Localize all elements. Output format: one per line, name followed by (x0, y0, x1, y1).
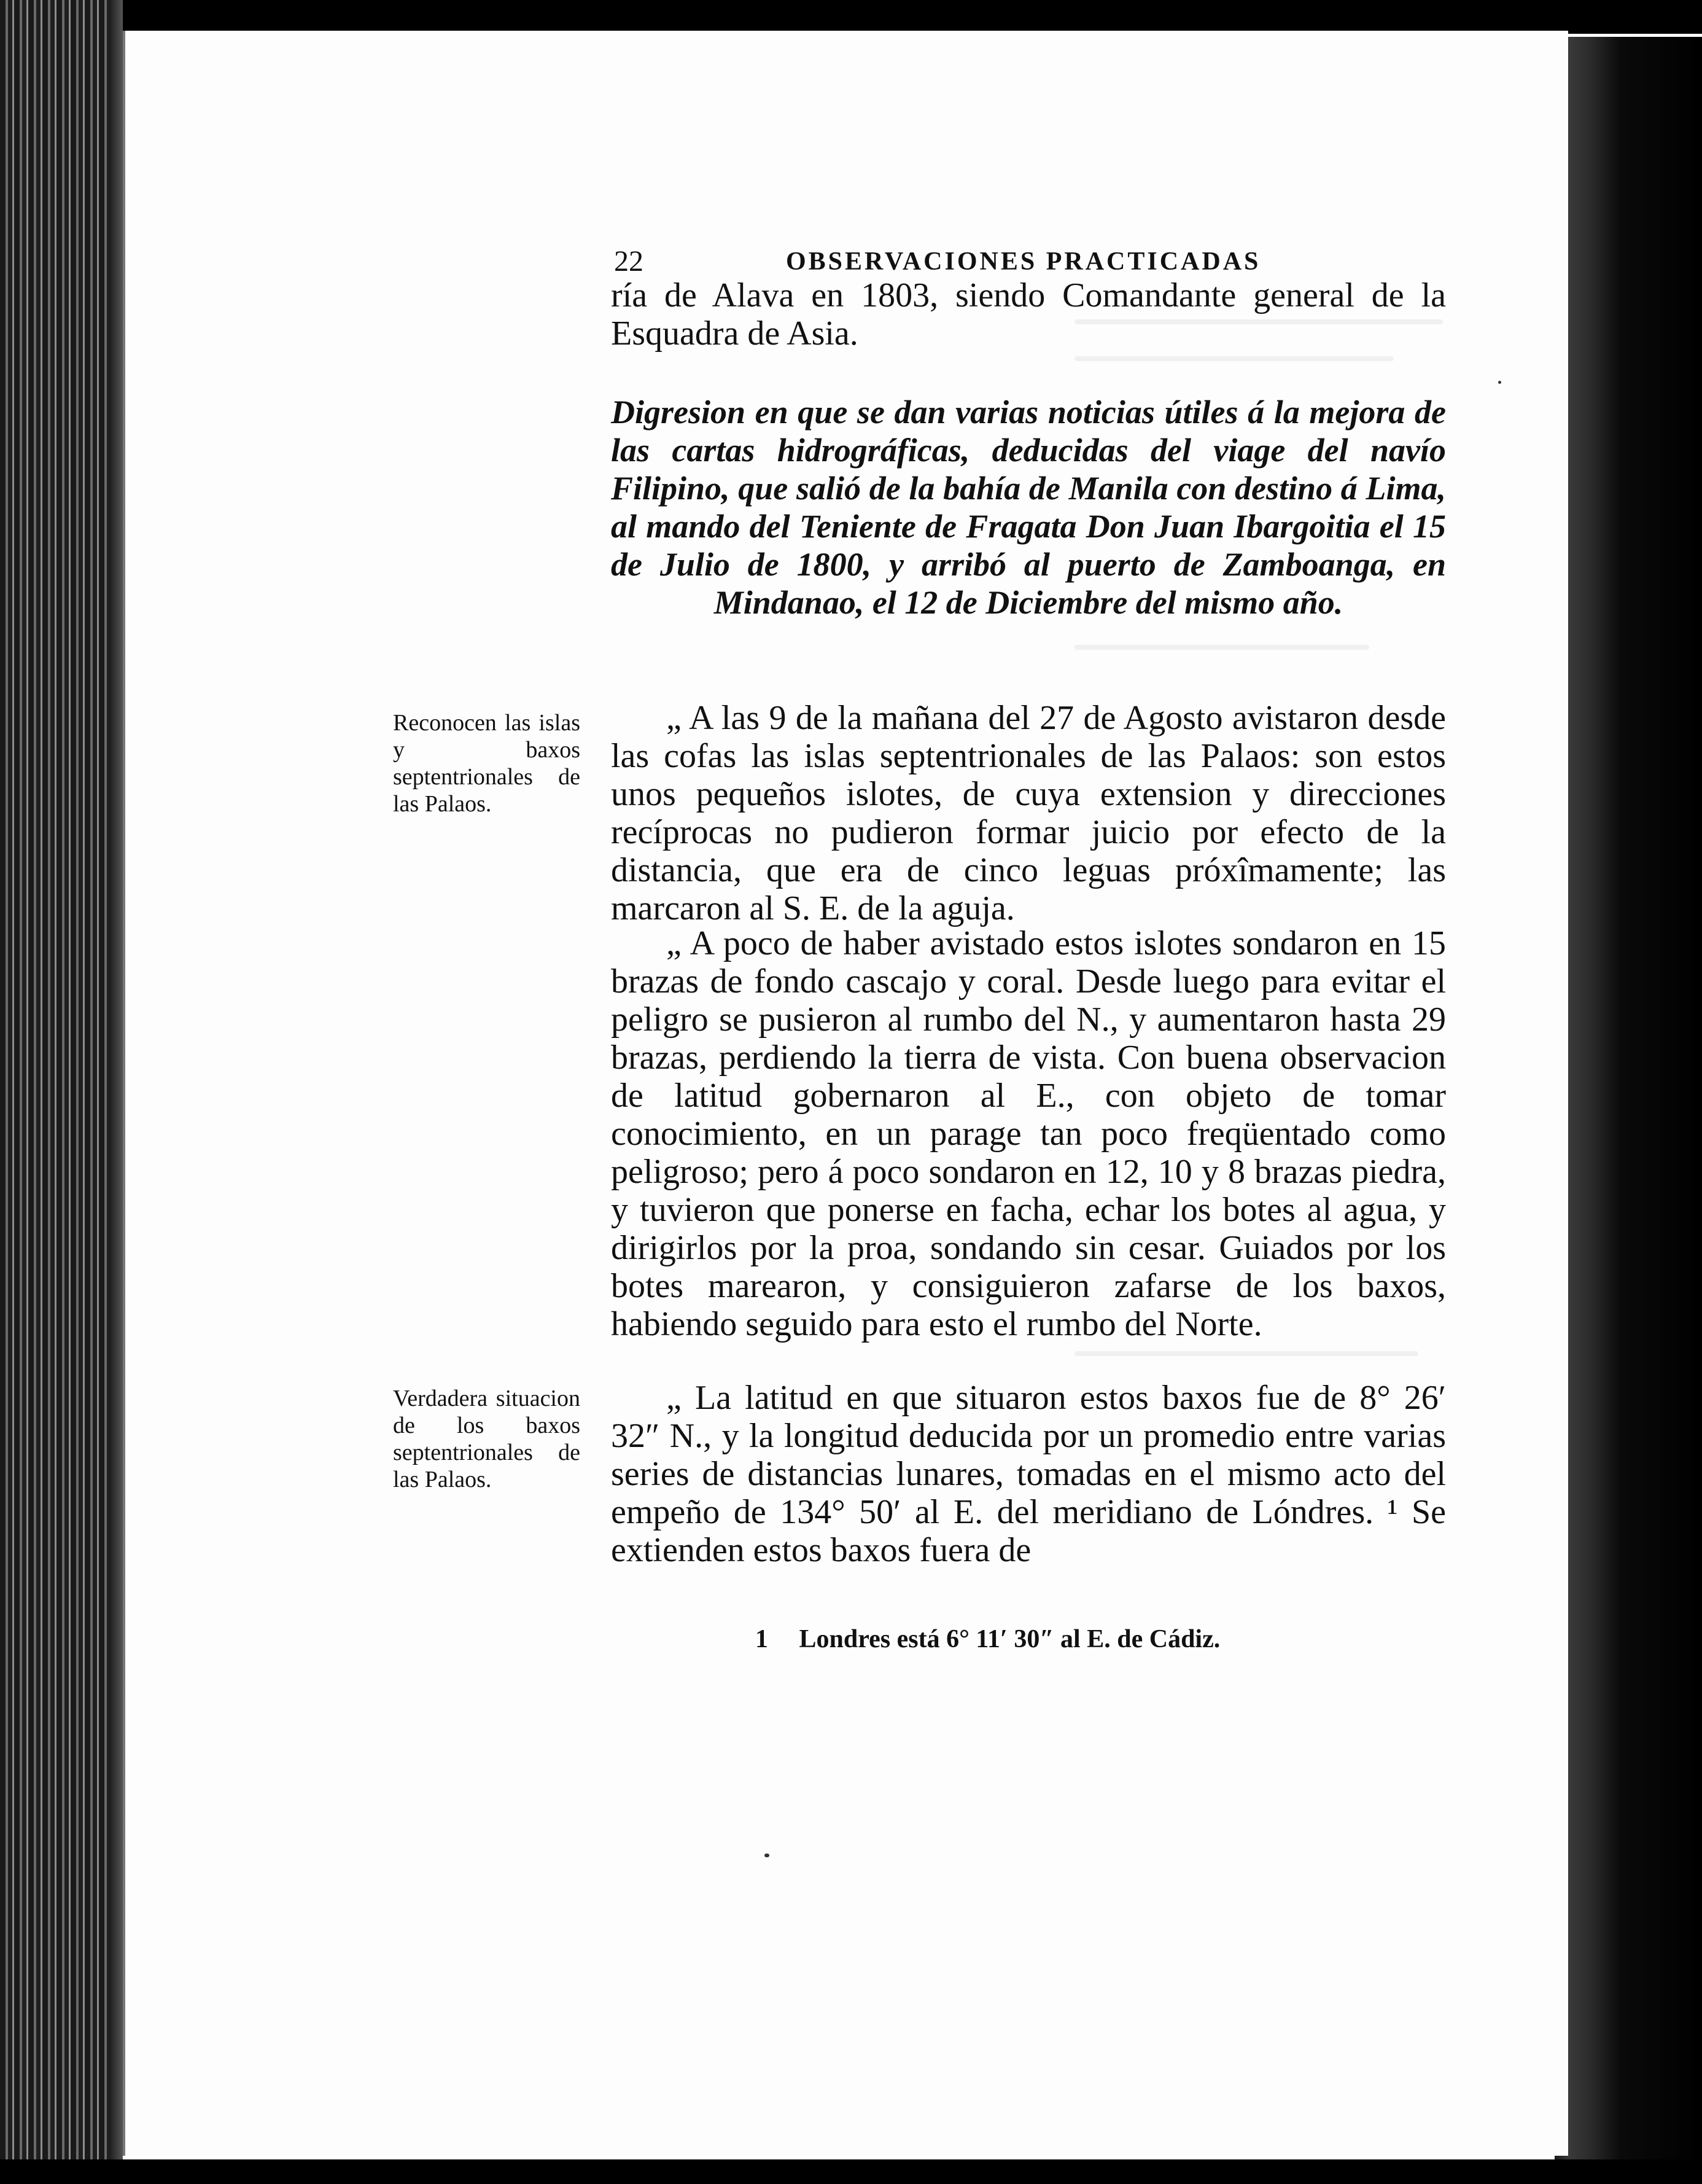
bleed-through-mark (1074, 356, 1394, 361)
bleed-through-mark (1074, 645, 1369, 650)
book-spine-edge (0, 0, 123, 2184)
digression-heading: Digresion en que se dan varias noticias útiles á la mejora de las cartas hidrográficas, deducidas del viage del navío Filipino, que salió de la bahía de Manila con destino á Lima, al mando del Teniente de Fragata Don Juan Ibargoitia el 15 de Julio de 1800, y arribó al puerto de Zamboanga, en Mindanao, el 12 de Diciembre del mismo año. (611, 394, 1446, 621)
footnote-text: Londres está 6° 11′ 30″ al E. de Cádiz. (799, 1625, 1221, 1653)
scan-border-bottom (0, 2159, 1702, 2184)
bleed-through-mark (1074, 1351, 1418, 1356)
footnote-number: 1 (755, 1625, 768, 1653)
ink-speck (1498, 381, 1501, 384)
ink-speck (764, 1854, 769, 1857)
scan-border-top (0, 0, 1702, 34)
margin-note: Reconocen las islas y baxos septentrionales de las Palaos. (393, 710, 580, 817)
body-paragraph: „ A las 9 de la mañana del 27 de Agosto avistaron desde las cofas las islas septentrionales de las Palaos: son estos unos pequeños islotes, de cuya extension y direcciones recíprocas no pudieron formar juicio por efecto de la distancia, que era de cinco leguas próxîmamente; las marcaron al S. E. de la aguja. (611, 699, 1446, 927)
page-shadow-right (1555, 37, 1702, 2184)
footnote (755, 1624, 1431, 1654)
running-title: OBSERVACIONES PRACTICADAS (786, 248, 1261, 276)
body-paragraph: „ A poco de haber avistado estos islotes sondaron en 15 brazas de fondo cascajo y coral. Desde luego para evitar el peligro se pusieron al rumbo del N., y aumentaron hasta 29 brazas, perdiendo la tierra de vista. Con buena observacion de latitud gobernaron al E., con objeto de tomar conocimiento, en un parage tan poco freqüentado como peligroso; pero á poco sondaron en 12, 10 y 8 brazas piedra, y tuvieron que ponerse en facha, echar los botes al agua, y dirigirlos por la proa, sondando sin cesar. Guiados por los botes marearon, y consiguieron zafarse de los baxos, habiendo seguido para esto el rumbo del Norte. (611, 924, 1446, 1343)
page-number: 22 (614, 245, 643, 278)
margin-note: Verdadera situacion de los baxos septentrionales de las Palaos. (393, 1386, 580, 1492)
running-head (614, 244, 1424, 281)
intro-paragraph: ría de Alava en 1803, siendo Comandante general de la Esquadra de Asia. (611, 276, 1446, 353)
body-paragraph: „ La latitud en que situaron estos baxos fue de 8° 26′ 32″ N., y la longitud deducida por un promedio entre varias series de distancias lunares, tomadas en el mismo acto del empeño de 134° 50′ al E. del meridiano de Lóndres. ¹ Se extienden estos baxos fuera de (611, 1379, 1446, 1569)
